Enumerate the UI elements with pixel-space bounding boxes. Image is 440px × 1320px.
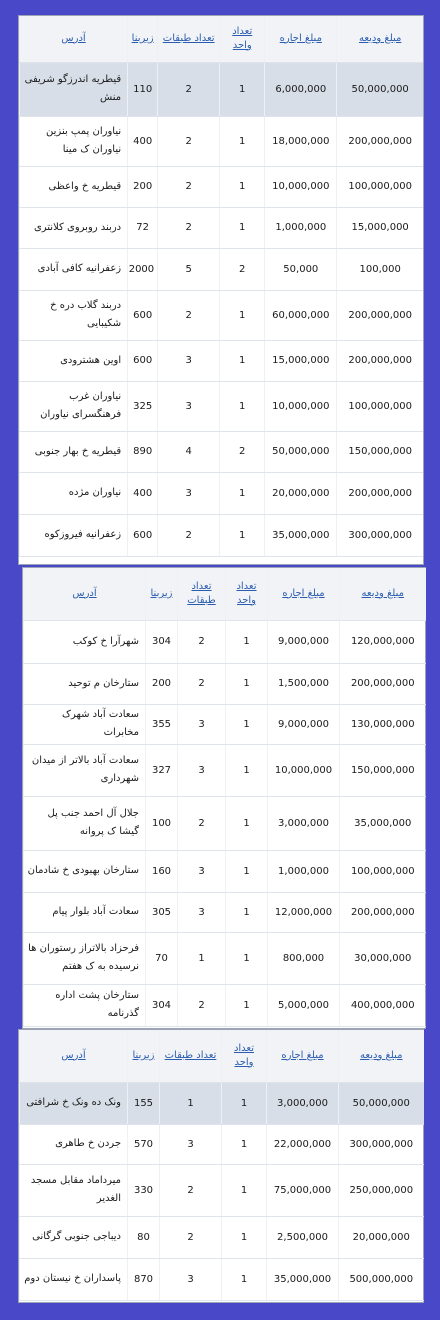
- cell-address: پاسداران خ نیستان دوم: [20, 1258, 128, 1300]
- cell-rent: 2,500,000: [267, 1216, 339, 1258]
- cell-rent: 35,000,000: [267, 1258, 339, 1300]
- cell-floors: 2: [178, 620, 226, 663]
- cell-address: دربند روبروی کلانتری: [20, 207, 128, 248]
- cell-address: شهرآرا خ کوکب: [24, 620, 146, 663]
- cell-area: 110: [128, 62, 158, 116]
- cell-rent: 1,000,000: [268, 850, 340, 892]
- cell-address: قیطریه خ بهار جنوبی: [20, 431, 128, 472]
- cell-units: 1: [226, 744, 268, 796]
- cell-rent: 75,000,000: [267, 1164, 339, 1216]
- cell-address: قیطریه اندرزگو شریفی منش: [20, 62, 128, 116]
- cell-area: 327: [146, 744, 178, 796]
- cell-deposit: 50,000,000: [339, 1082, 424, 1124]
- cell-rent: 800,000: [268, 932, 340, 984]
- cell-deposit: 200,000,000: [337, 472, 423, 514]
- cell-address: قیطریه خ واعظی: [20, 166, 128, 207]
- cell-rent: 3,000,000: [268, 796, 340, 850]
- cell-rent: 10,000,000: [265, 166, 337, 207]
- cell-units: 1: [220, 340, 265, 381]
- header-area[interactable]: زیربنا: [146, 568, 178, 620]
- cell-floors: 2: [160, 1216, 222, 1258]
- cell-floors: 2: [158, 116, 220, 166]
- header-deposit[interactable]: مبلغ ودیعه: [339, 1030, 424, 1082]
- cell-area: 200: [146, 663, 178, 704]
- header-deposit[interactable]: مبلغ ودیعه: [340, 568, 426, 620]
- cell-units: 1: [226, 663, 268, 704]
- cell-rent: 9,000,000: [268, 620, 340, 663]
- cell-address: سعادت آباد بلوار پیام: [24, 892, 146, 932]
- cell-floors: 3: [178, 704, 226, 744]
- header-floors[interactable]: تعداد طبقات: [160, 1030, 222, 1082]
- cell-deposit: 200,000,000: [340, 663, 426, 704]
- listing-table-3: [18, 1029, 424, 1303]
- cell-address: جلال آل احمد جنب پل گیشا ک پروانه: [24, 796, 146, 850]
- cell-deposit: 130,000,000: [340, 704, 426, 744]
- cell-deposit: 15,000,000: [337, 207, 423, 248]
- cell-address: میرداماد مقابل مسجد الغدیر: [20, 1164, 128, 1216]
- cell-units: 1: [220, 62, 265, 116]
- cell-area: 600: [128, 290, 158, 340]
- cell-rent: 50,000,000: [265, 431, 337, 472]
- cell-deposit: 120,000,000: [340, 620, 426, 663]
- cell-area: 600: [128, 514, 158, 556]
- table-row: [24, 744, 426, 796]
- cell-address: فرحزاد بالاتراز رستوران ها نرسیده به ک هفتم: [24, 932, 146, 984]
- property-table: [19, 16, 423, 557]
- cell-floors: 4: [158, 431, 220, 472]
- cell-deposit: 100,000,000: [337, 381, 423, 431]
- cell-floors: 2: [178, 796, 226, 850]
- cell-address: اوین هشترودی: [20, 340, 128, 381]
- header-address[interactable]: آدرس: [20, 16, 128, 62]
- cell-deposit: 35,000,000: [340, 796, 426, 850]
- table-row: [24, 796, 426, 850]
- cell-units: 1: [222, 1164, 267, 1216]
- cell-rent: 6,000,000: [265, 62, 337, 116]
- cell-rent: 3,000,000: [267, 1082, 339, 1124]
- cell-address: ستارخان م توحید: [24, 663, 146, 704]
- header-address[interactable]: آدرس: [24, 568, 146, 620]
- cell-floors: 2: [178, 663, 226, 704]
- cell-units: 1: [220, 166, 265, 207]
- table-row: [20, 514, 424, 556]
- listing-table-1: [18, 15, 424, 565]
- cell-units: 1: [220, 116, 265, 166]
- cell-deposit: 200,000,000: [340, 892, 426, 932]
- cell-address: نیاوران غرب فرهنگسرای نیاوران: [20, 381, 128, 431]
- cell-address: ونک ده ونک خ شرافتی: [20, 1082, 128, 1124]
- cell-floors: 3: [178, 744, 226, 796]
- cell-units: 1: [226, 932, 268, 984]
- table-row: [20, 472, 424, 514]
- listing-table-2: [22, 567, 426, 1029]
- table-row: [24, 704, 426, 744]
- cell-floors: 3: [178, 850, 226, 892]
- table-row: [20, 1258, 424, 1300]
- header-rent[interactable]: مبلغ اجاره: [267, 1030, 339, 1082]
- cell-units: 1: [220, 381, 265, 431]
- cell-deposit: 100,000,000: [337, 166, 423, 207]
- header-area[interactable]: زیربنا: [128, 16, 158, 62]
- cell-units: 1: [226, 984, 268, 1026]
- cell-deposit: 200,000,000: [337, 290, 423, 340]
- cell-floors: 2: [158, 62, 220, 116]
- cell-deposit: 100,000: [337, 248, 423, 290]
- cell-area: 72: [128, 207, 158, 248]
- cell-units: 1: [226, 850, 268, 892]
- cell-units: 1: [226, 704, 268, 744]
- table-row: [20, 340, 424, 381]
- cell-rent: 10,000,000: [265, 381, 337, 431]
- cell-floors: 2: [158, 207, 220, 248]
- header-rent[interactable]: مبلغ اجاره: [268, 568, 340, 620]
- cell-floors: 5: [158, 248, 220, 290]
- cell-address: زعفرانیه کافی آبادی: [20, 248, 128, 290]
- cell-rent: 9,000,000: [268, 704, 340, 744]
- header-floors[interactable]: تعداد طبقات: [178, 568, 226, 620]
- cell-rent: 15,000,000: [265, 340, 337, 381]
- table-row: [20, 1124, 424, 1164]
- cell-address: نیاوران پمپ بنزین نیاوران ک مینا: [20, 116, 128, 166]
- cell-rent: 20,000,000: [265, 472, 337, 514]
- cell-floors: 3: [158, 340, 220, 381]
- cell-area: 400: [128, 472, 158, 514]
- table-row: [20, 116, 424, 166]
- table-row: [20, 62, 424, 116]
- cell-rent: 5,000,000: [268, 984, 340, 1026]
- cell-area: 160: [146, 850, 178, 892]
- cell-address: ستارخان بهبودی خ شادمان: [24, 850, 146, 892]
- table-row: [24, 932, 426, 984]
- cell-address: ستارخان پشت اداره گذرنامه: [24, 984, 146, 1026]
- cell-units: 1: [220, 472, 265, 514]
- header-floors[interactable]: تعداد طبقات: [158, 16, 220, 62]
- cell-area: 304: [146, 984, 178, 1026]
- property-table: [19, 1030, 424, 1301]
- header-address[interactable]: آدرس: [20, 1030, 128, 1082]
- cell-address: جردن خ طاهری: [20, 1124, 128, 1164]
- table-row: [20, 207, 424, 248]
- cell-rent: 22,000,000: [267, 1124, 339, 1164]
- cell-area: 2000: [128, 248, 158, 290]
- cell-area: 200: [128, 166, 158, 207]
- cell-deposit: 400,000,000: [340, 984, 426, 1026]
- table-row: [20, 1164, 424, 1216]
- cell-area: 355: [146, 704, 178, 744]
- cell-deposit: 500,000,000: [339, 1258, 424, 1300]
- cell-units: 1: [222, 1258, 267, 1300]
- cell-floors: 3: [178, 892, 226, 932]
- cell-units: 1: [226, 620, 268, 663]
- table-row: [20, 290, 424, 340]
- cell-units: 1: [226, 796, 268, 850]
- cell-units: 1: [226, 892, 268, 932]
- cell-area: 600: [128, 340, 158, 381]
- cell-deposit: 200,000,000: [337, 340, 423, 381]
- table-row: [20, 248, 424, 290]
- cell-units: 2: [220, 431, 265, 472]
- header-units[interactable]: تعداد واحد: [226, 568, 268, 620]
- table-row: [24, 850, 426, 892]
- cell-deposit: 200,000,000: [337, 116, 423, 166]
- cell-floors: 3: [158, 472, 220, 514]
- table-row: [20, 1216, 424, 1258]
- cell-floors: 2: [160, 1164, 222, 1216]
- cell-deposit: 300,000,000: [339, 1124, 424, 1164]
- header-units[interactable]: تعداد واحد: [220, 16, 265, 62]
- cell-floors: 2: [158, 514, 220, 556]
- cell-area: 890: [128, 431, 158, 472]
- cell-area: 80: [128, 1216, 160, 1258]
- cell-address: دربند گلاب دره خ شکیبایی: [20, 290, 128, 340]
- cell-rent: 60,000,000: [265, 290, 337, 340]
- cell-area: 155: [128, 1082, 160, 1124]
- table-row: [24, 620, 426, 663]
- cell-floors: 2: [178, 984, 226, 1026]
- cell-area: 325: [128, 381, 158, 431]
- cell-area: 870: [128, 1258, 160, 1300]
- cell-units: 1: [220, 514, 265, 556]
- cell-deposit: 100,000,000: [340, 850, 426, 892]
- table-row: [20, 166, 424, 207]
- cell-units: 1: [222, 1216, 267, 1258]
- cell-rent: 12,000,000: [268, 892, 340, 932]
- cell-deposit: 150,000,000: [340, 744, 426, 796]
- cell-floors: 3: [158, 381, 220, 431]
- header-units[interactable]: تعداد واحد: [222, 1030, 267, 1082]
- header-area[interactable]: زیربنا: [128, 1030, 160, 1082]
- cell-rent: 18,000,000: [265, 116, 337, 166]
- cell-area: 100: [146, 796, 178, 850]
- cell-rent: 35,000,000: [265, 514, 337, 556]
- cell-units: 1: [220, 207, 265, 248]
- cell-area: 330: [128, 1164, 160, 1216]
- cell-floors: 3: [160, 1258, 222, 1300]
- cell-area: 70: [146, 932, 178, 984]
- cell-deposit: 50,000,000: [337, 62, 423, 116]
- cell-area: 305: [146, 892, 178, 932]
- cell-floors: 2: [158, 290, 220, 340]
- cell-deposit: 150,000,000: [337, 431, 423, 472]
- cell-floors: 1: [178, 932, 226, 984]
- header-rent[interactable]: مبلغ اجاره: [265, 16, 337, 62]
- cell-units: 1: [220, 290, 265, 340]
- table-row: [20, 381, 424, 431]
- cell-rent: 1,000,000: [265, 207, 337, 248]
- cell-floors: 1: [160, 1082, 222, 1124]
- cell-deposit: 20,000,000: [339, 1216, 424, 1258]
- table-row: [20, 1082, 424, 1124]
- cell-floors: 2: [158, 166, 220, 207]
- cell-rent: 1,500,000: [268, 663, 340, 704]
- table-row: [24, 892, 426, 932]
- cell-area: 304: [146, 620, 178, 663]
- header-deposit[interactable]: مبلغ ودیعه: [337, 16, 423, 62]
- cell-address: سعادت آباد شهرک مخابرات: [24, 704, 146, 744]
- cell-rent: 50,000: [265, 248, 337, 290]
- cell-area: 570: [128, 1124, 160, 1164]
- cell-floors: 3: [160, 1124, 222, 1164]
- property-table: [23, 568, 426, 1027]
- cell-deposit: 30,000,000: [340, 932, 426, 984]
- cell-address: زعفرانیه فیروزکوه: [20, 514, 128, 556]
- table-row: [24, 984, 426, 1026]
- cell-address: نیاوران مژده: [20, 472, 128, 514]
- cell-address: دیباجی جنوبی گرگانی: [20, 1216, 128, 1258]
- cell-address: سعادت آباد بالاتر از میدان شهرداری: [24, 744, 146, 796]
- table-row: [20, 431, 424, 472]
- cell-deposit: 250,000,000: [339, 1164, 424, 1216]
- cell-units: 2: [220, 248, 265, 290]
- cell-rent: 10,000,000: [268, 744, 340, 796]
- cell-units: 1: [222, 1124, 267, 1164]
- cell-deposit: 300,000,000: [337, 514, 423, 556]
- cell-units: 1: [222, 1082, 267, 1124]
- cell-area: 400: [128, 116, 158, 166]
- table-row: [24, 663, 426, 704]
